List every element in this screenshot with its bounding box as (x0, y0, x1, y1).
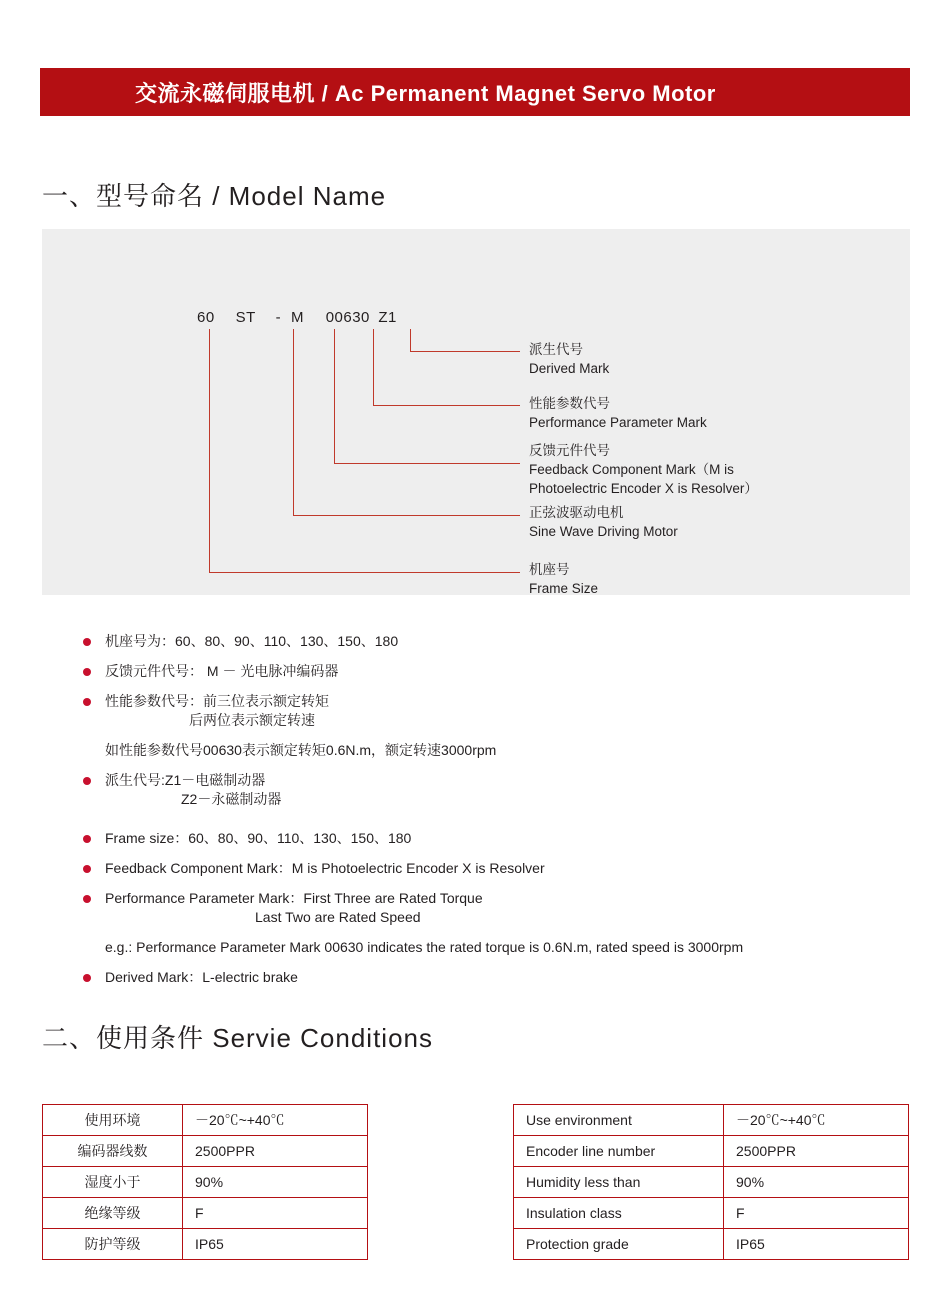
model-name-diagram-panel (42, 229, 910, 595)
table-cell-key: 编码器线数 (43, 1136, 183, 1167)
leader-line-feedback-vertical (334, 329, 335, 463)
leader-line-sinewave-horizontal (293, 515, 520, 516)
table-cell-value: F (724, 1198, 909, 1229)
table-cell-key: Use environment (514, 1105, 724, 1136)
note-performance-mark-cn: 性能参数代号：前三位表示额定转矩 后两位表示额定转速 (78, 692, 908, 730)
table-cell-value: 90% (724, 1167, 909, 1198)
leader-line-framesize-horizontal (209, 572, 520, 573)
code-dash: - (275, 309, 282, 326)
table-row (514, 1198, 909, 1229)
table-cell-key: 使用环境 (43, 1105, 183, 1136)
table-row (514, 1167, 909, 1198)
code-derived: Z1 (378, 309, 397, 326)
table-cell-value: IP65 (183, 1229, 368, 1260)
callout-frame-size: 机座号 Frame Size (529, 562, 599, 596)
table-cell-value: －20℃~+40℃ (724, 1105, 909, 1136)
note-performance-mark-en: Performance Parameter Mark：First Three are Rated Torque Last Two are Rated Speed (78, 889, 908, 927)
table-cell-value: F (183, 1198, 368, 1229)
note-performance-example-en: e.g.: Performance Parameter Mark 00630 indicates the rated torque is 0.6N.m, rated speed is 3000rpm (105, 939, 744, 955)
code-series: ST (235, 309, 256, 326)
table-row (43, 1198, 368, 1229)
table-cell-key: Humidity less than (514, 1167, 724, 1198)
table-row (43, 1229, 368, 1260)
table-cell-key: 防护等级 (43, 1229, 183, 1260)
note-feedback-mark-en: Feedback Component Mark：M is Photoelectric Encoder X is Resolver (78, 859, 908, 878)
table-cell-value: 2500PPR (183, 1136, 368, 1167)
leader-line-derived-horizontal (410, 351, 520, 352)
leader-line-derived-vertical (410, 329, 411, 351)
table-row (514, 1229, 909, 1260)
note-feedback-mark-cn: 反馈元件代号： M － 光电脉冲编码器 (78, 662, 908, 681)
table-cell-value: 2500PPR (724, 1136, 909, 1167)
code-performance: 00630 (325, 309, 370, 326)
note-derived-mark-en: Derived Mark：L-electric brake (78, 968, 908, 987)
leader-line-performance-horizontal (373, 405, 520, 406)
leader-line-performance-vertical (373, 329, 374, 405)
callout-derived-mark: 派生代号 Derived Mark (529, 342, 610, 376)
callout-performance-parameter-mark: 性能参数代号 Performance Parameter Mark (529, 396, 707, 430)
section-heading-model-name: 一、型号命名 / Model Name (42, 181, 387, 211)
note-derived-mark-cn: 派生代号:Z1－电磁制动器 Z2－永磁制动器 (78, 771, 908, 809)
note-performance-example-cn: 如性能参数代号00630表示额定转矩0.6N.m，额定转速3000rpm (105, 742, 497, 758)
table-cell-key: 湿度小于 (43, 1167, 183, 1198)
banner-title: 交流永磁伺服电机 / Ac Permanent Magnet Servo Motor (135, 80, 716, 106)
model-name-notes (78, 632, 908, 998)
service-conditions-table-cn (42, 1104, 368, 1260)
section-heading-service-conditions: 二、使用条件 Servie Conditions (42, 1023, 433, 1053)
table-cell-value: IP65 (724, 1229, 909, 1260)
service-conditions-table-en (513, 1104, 909, 1260)
leader-line-feedback-horizontal (334, 463, 520, 464)
code-feedback: M (291, 309, 305, 326)
spacer (78, 820, 908, 829)
table-row (43, 1167, 368, 1198)
table-cell-key: Encoder line number (514, 1136, 724, 1167)
table-cell-key: 绝缘等级 (43, 1198, 183, 1229)
code-frame-size: 60 (197, 309, 215, 326)
leader-line-sinewave-vertical (293, 329, 294, 515)
callout-feedback-component-mark: 反馈元件代号 Feedback Component Mark（M is Photoelectric Encoder X is Resolver） (529, 443, 758, 496)
table-row (514, 1136, 909, 1167)
page-banner (40, 68, 910, 116)
note-frame-size-cn: 机座号为：60、80、90、110、130、150、180 (78, 632, 908, 651)
model-code-row (197, 309, 402, 326)
note-frame-size-en: Frame size：60、80、90、110、130、150、180 (78, 829, 908, 848)
callout-sine-wave-driving-motor: 正弦波驱动电机 Sine Wave Driving Motor (529, 505, 678, 539)
table-cell-key: Insulation class (514, 1198, 724, 1229)
table-row (43, 1136, 368, 1167)
table-cell-value: 90% (183, 1167, 368, 1198)
table-row (514, 1105, 909, 1136)
table-cell-value: －20℃~+40℃ (183, 1105, 368, 1136)
table-cell-key: Protection grade (514, 1229, 724, 1260)
table-row (43, 1105, 368, 1136)
leader-line-framesize-vertical (209, 329, 210, 572)
